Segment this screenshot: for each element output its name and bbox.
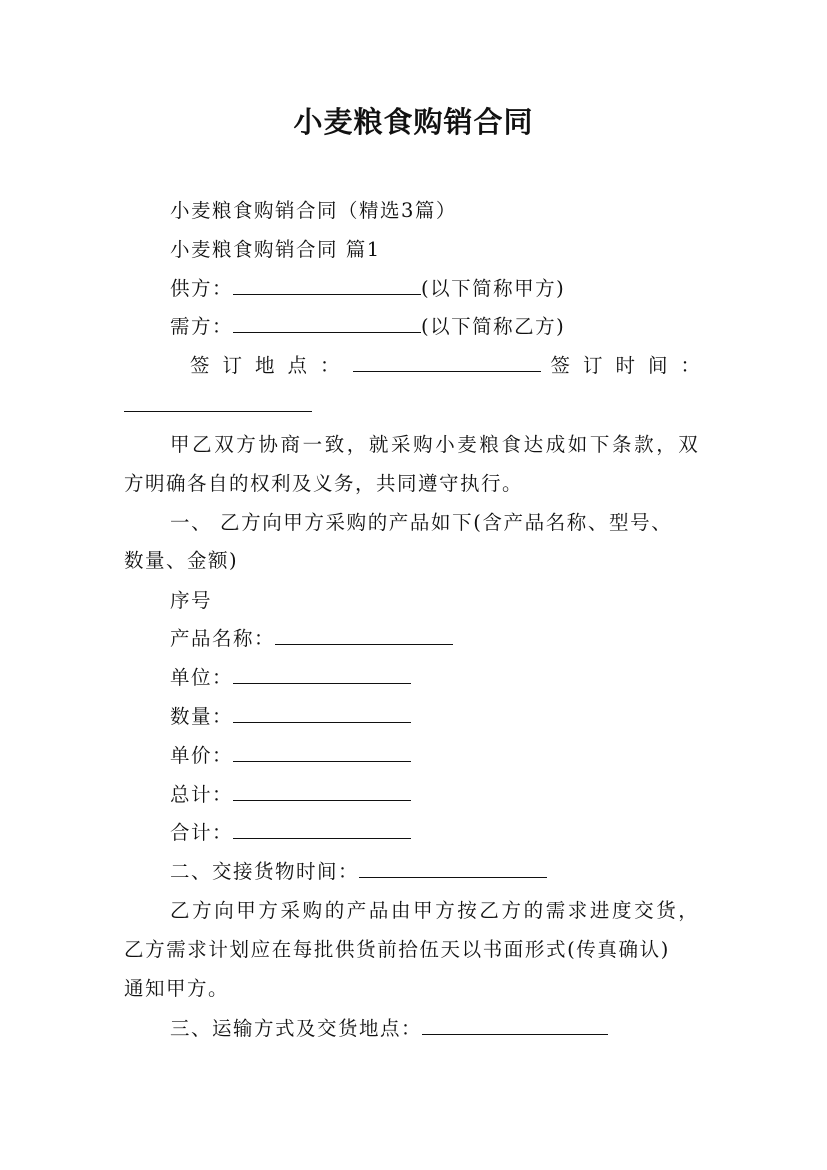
buyer-blank <box>233 314 421 333</box>
field-unit-blank <box>233 665 411 684</box>
document-subtitle: 小麦粮食购销合同（精选3篇） <box>170 199 457 222</box>
sign-time-line <box>124 392 312 420</box>
clause2-body-line-3: 通知甲方。 <box>124 977 230 1000</box>
supplier-suffix: (以下简称甲方) <box>421 277 566 300</box>
buyer-line <box>170 313 565 341</box>
field-unit-line <box>170 664 411 692</box>
buyer-suffix: (以下简称乙方) <box>421 315 566 338</box>
clause1-line-1: 一、 乙方向甲方采购的产品如下(含产品名称、型号、 <box>170 511 673 534</box>
intro-line-2: 方明确各自的权利及义务，共同遵守执行。 <box>124 472 524 495</box>
clause2-body-line-2: 乙方需求计划应在每批供货前拾伍天以书面形式(传真确认) <box>124 938 670 961</box>
field-product-name-label: 产品名称： <box>170 627 276 650</box>
sign-time-blank <box>124 393 312 412</box>
sign-time-label: 签订时间： <box>550 354 714 377</box>
field-sum-blank <box>233 820 411 839</box>
clause2-label: 二、交接货物时间： <box>170 860 360 883</box>
field-product-name-blank <box>275 626 453 645</box>
field-product-name-line <box>170 625 453 653</box>
field-unit-label: 单位： <box>170 666 234 689</box>
supplier-label: 供方： <box>170 277 234 300</box>
field-serial: 序号 <box>170 589 213 612</box>
clause3-blank <box>422 1016 608 1035</box>
supplier-line <box>170 275 565 303</box>
sign-place-blank <box>353 353 541 372</box>
field-total-blank <box>233 782 411 801</box>
clause2-line <box>170 858 547 886</box>
field-quantity-label: 数量： <box>170 705 234 728</box>
intro-line-1: 甲乙双方协商一致，就采购小麦粮食达成如下条款，双 <box>170 433 701 456</box>
clause2-blank <box>359 859 547 878</box>
clause1-line-2: 数量、金额) <box>124 549 239 572</box>
field-quantity-blank <box>233 704 411 723</box>
field-total-label: 总计： <box>170 783 234 806</box>
buyer-label: 需方： <box>170 315 234 338</box>
field-quantity-line <box>170 703 411 731</box>
field-unit-price-blank <box>233 743 411 762</box>
part-heading: 小麦粮食购销合同 篇1 <box>170 238 381 261</box>
field-sum-line <box>170 819 411 847</box>
field-unit-price-line <box>170 742 411 770</box>
clause2-body-line-1: 乙方向甲方采购的产品由甲方按乙方的需求进度交货， <box>170 899 701 922</box>
clause3-line <box>170 1015 608 1043</box>
document-title: 小麦粮食购销合同 <box>293 105 534 139</box>
field-sum-label: 合计： <box>170 821 234 844</box>
field-unit-price-label: 单价： <box>170 744 234 767</box>
clause3-label: 三、运输方式及交货地点： <box>170 1017 423 1040</box>
supplier-blank <box>233 276 421 295</box>
field-total-line <box>170 781 411 809</box>
sign-place-label: 签订地点： <box>190 354 353 377</box>
sign-line <box>190 352 713 380</box>
